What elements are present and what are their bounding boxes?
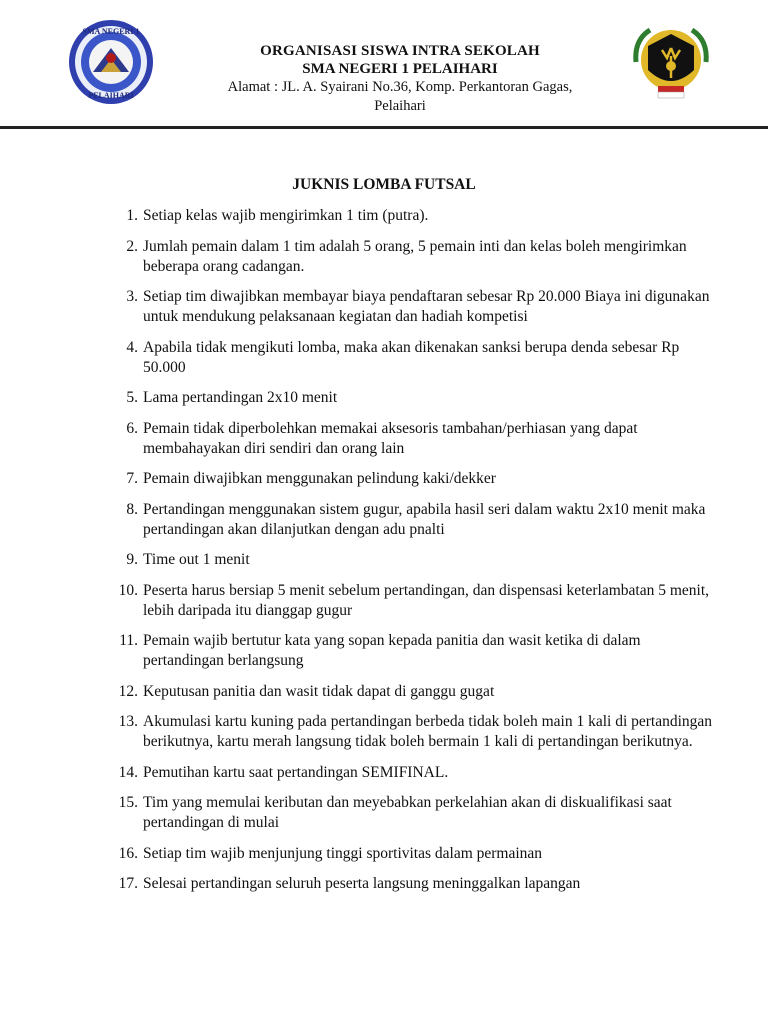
rule-text: Tim yang memulai keributan dan meyebabkan perkelahian akan di diskualifikasi saat pertandingan di mulai [143, 794, 672, 831]
rule-number: 2. [126, 237, 138, 255]
letterhead [0, 0, 768, 130]
rule-number: 6. [126, 419, 138, 437]
rule-text: Keputusan panitia dan wasit tidak dapat di ganggu gugat [143, 682, 495, 700]
rule-number: 12. [118, 682, 138, 700]
rule-item [108, 237, 718, 277]
rule-number: 3. [126, 288, 138, 305]
rule-text: Pemain wajib bertutur kata yang sopan kepada panitia dan wasit ketika di dalam pertandingan berlangsung [143, 632, 641, 669]
rule-item [108, 338, 718, 378]
rule-item [108, 712, 718, 752]
rule-text: Jumlah pemain dalam 1 tim adalah 5 orang, 5 pemain inti dan kelas boleh mengirimkan beberapa orang cadangan. [143, 237, 687, 275]
emblem-top-text: SMA NEGERI 1 [82, 27, 140, 36]
rule-item [108, 287, 718, 327]
header-divider [0, 126, 768, 129]
rule-number: 7. [126, 470, 138, 487]
emblem-bottom-text: PELAIHARI [88, 91, 134, 100]
rule-text: Peserta harus bersiap 5 menit sebelum pertandingan, dan dispensasi keterlambatan 5 menit, lebih daripada itu dianggap gugur [143, 581, 710, 619]
rule-text: Apabila tidak mengikuti lomba, maka akan dikenakan sanksi berupa denda sebesar Rp 50.000 [143, 338, 680, 376]
rule-number: 1. [126, 207, 138, 224]
rule-text: Selesai pertandingan seluruh peserta langsung meninggalkan lapangan [143, 875, 581, 892]
rule-item [108, 550, 718, 570]
rule-text: Setiap tim diwajibkan membayar biaya pendaftaran sebesar Rp 20.000 Biaya ini digunakan untuk mendukung pelaksanaan kegiatan dan hadiah kompetisi [143, 288, 710, 325]
address-line-1: Alamat : JL. A. Syairani No.36, Komp. Perkantoran Gagas, [227, 79, 573, 95]
rule-number: 16. [118, 844, 138, 862]
rule-item [108, 763, 718, 783]
rule-number: 5. [126, 389, 138, 406]
rule-text: Pertandingan menggunakan sistem gugur, apabila hasil seri dalam waktu 2x10 menit maka pertandingan akan dilanjutkan dengan adu pnalti [143, 500, 706, 538]
osis-emblem-icon [628, 22, 714, 102]
rule-text: Pemutihan kartu saat pertandingan SEMIFINAL. [143, 763, 449, 781]
document-title: JUKNIS LOMBA FUTSAL [292, 176, 476, 193]
rule-text: Lama pertandingan 2x10 menit [143, 389, 338, 406]
rule-number: 10. [118, 581, 138, 599]
rule-item [108, 206, 718, 226]
rule-item [108, 874, 718, 894]
rule-number: 9. [126, 551, 138, 568]
rule-number: 17. [118, 875, 138, 892]
rule-item [108, 844, 718, 864]
rule-text: Time out 1 menit [143, 551, 250, 568]
rule-number: 14. [118, 763, 138, 781]
rule-item [108, 581, 718, 621]
rule-item [108, 469, 718, 489]
rule-number: 4. [126, 338, 138, 356]
rule-item [108, 682, 718, 702]
address-line-2: Pelaihari [374, 98, 426, 114]
letterhead-text [200, 42, 600, 116]
rule-item [108, 631, 718, 671]
rule-number: 11. [119, 632, 138, 649]
rule-number: 8. [126, 500, 138, 518]
rule-text: Pemain diwajibkan menggunakan pelindung kaki/dekker [143, 470, 496, 487]
rule-text: Setiap tim wajib menjunjung tinggi sportivitas dalam permainan [143, 844, 543, 862]
rule-item [108, 419, 718, 459]
rules-list [108, 206, 718, 905]
rule-text: Pemain tidak diperbolehkan memakai aksesoris tambahan/perhiasan yang dapat membahayakan diri sendiri dan orang lain [143, 419, 638, 457]
rule-item [108, 500, 718, 540]
school-name: SMA NEGERI 1 PELAIHARI [302, 61, 498, 77]
rule-item [108, 388, 718, 408]
rule-number: 13. [118, 713, 138, 730]
rule-text: Setiap kelas wajib mengirimkan 1 tim (putra). [143, 207, 429, 224]
rule-number: 15. [118, 794, 138, 811]
rule-text: Akumulasi kartu kuning pada pertandingan berbeda tidak boleh main 1 kali di pertandingan berikutnya, kartu merah langsung tidak boleh bermain 1 kali di pertandingan berikutnya. [143, 713, 713, 750]
rule-item [108, 793, 718, 833]
org-name: ORGANISASI SISWA INTRA SEKOLAH [260, 43, 540, 59]
school-emblem-icon [67, 18, 155, 106]
